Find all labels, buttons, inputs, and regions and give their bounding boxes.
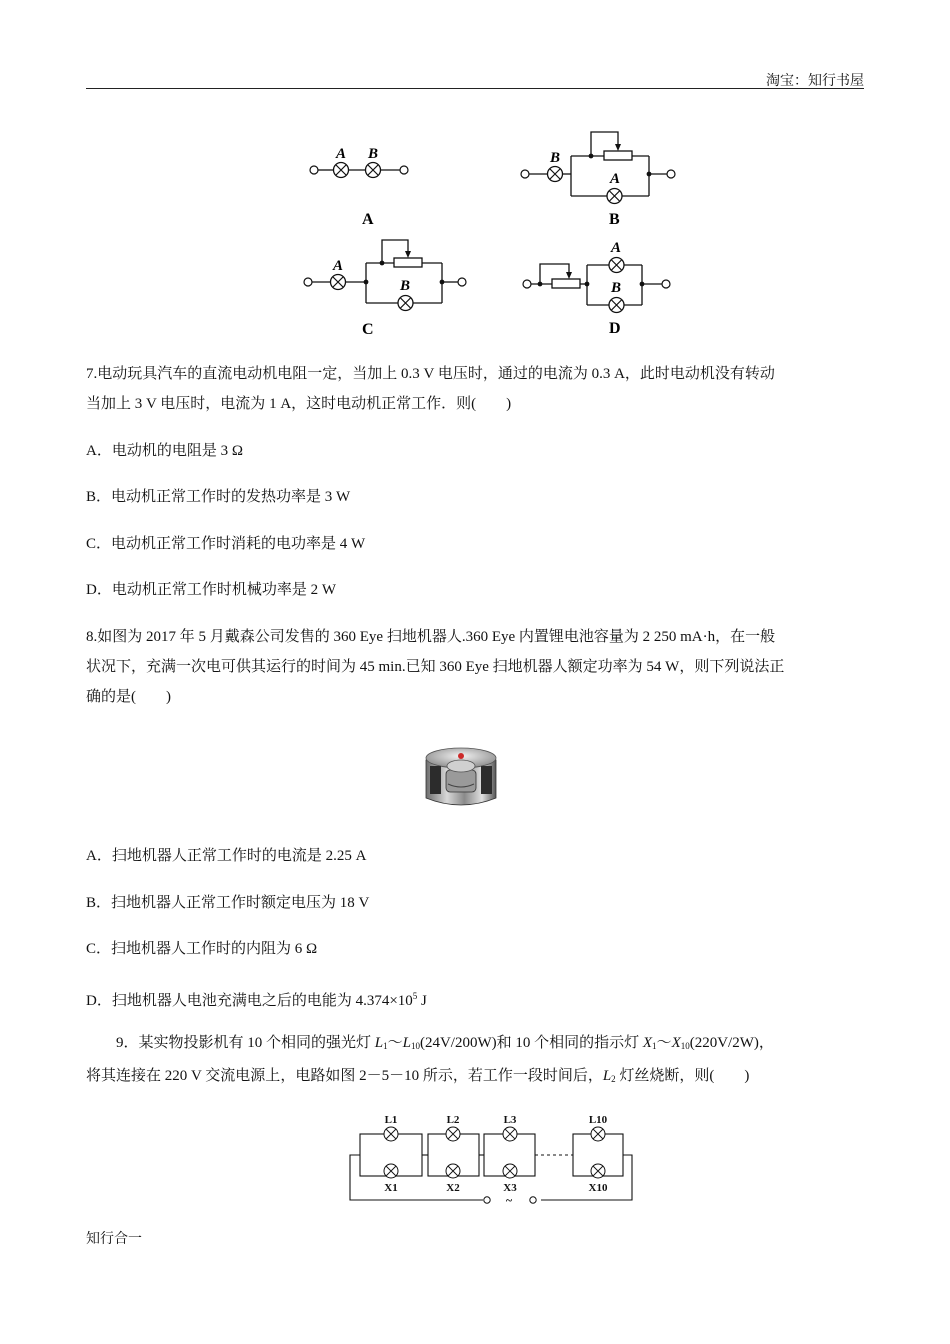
q8-option-b: B．扫地机器人正常工作时额定电压为 18 V bbox=[86, 895, 370, 911]
q7-stem-line1: 7.电动玩具汽车的直流电动机电阻一定，当加上 0.3 V 电压时，通过的电流为 0.3 A，此时电动机没有转动 bbox=[86, 366, 775, 382]
lamp-label-x3: X3 bbox=[503, 1182, 517, 1194]
rheostat-icon bbox=[604, 151, 632, 160]
q9-circuit-figure bbox=[345, 1108, 645, 1208]
q7-option-a: A．电动机的电阻是 3 Ω bbox=[86, 443, 243, 459]
lamp-label-l10: L10 bbox=[588, 1114, 608, 1126]
q8-option-c: C．扫地机器人工作时的内阻为 6 Ω bbox=[86, 941, 318, 957]
q7-option-c: C．电动机正常工作时消耗的电功率是 4 W bbox=[86, 536, 366, 552]
lamp-label-l3: L3 bbox=[503, 1114, 517, 1126]
q8-option-d-text: D．扫地机器人电池充满电之后的电能为 4.374×10 bbox=[86, 993, 413, 1009]
lamp-label-x2: X2 bbox=[446, 1182, 460, 1194]
lamp-b-label: B bbox=[550, 150, 561, 166]
q7-stem bbox=[86, 359, 866, 419]
header-divider bbox=[86, 88, 864, 89]
option-label: B bbox=[609, 211, 620, 228]
terminal-icon bbox=[523, 280, 531, 288]
q7-option-b: B．电动机正常工作时的发热功率是 3 W bbox=[86, 489, 351, 505]
robot-vacuum-image bbox=[422, 740, 500, 812]
circuit-option-a bbox=[300, 140, 420, 230]
lamp-b-label: B bbox=[611, 280, 622, 296]
lamp-b-label: B bbox=[368, 146, 379, 162]
option-label: C bbox=[362, 321, 374, 338]
circuit-option-d bbox=[515, 234, 685, 340]
lamp-label-x10: X10 bbox=[588, 1182, 608, 1194]
q8-option-a: A．扫地机器人正常工作时的电流是 2.25 A bbox=[86, 848, 367, 864]
q8-option-d-exponent: 5 bbox=[412, 991, 418, 1001]
terminal-icon bbox=[667, 170, 675, 178]
circuit-option-b bbox=[515, 124, 685, 230]
q8-stem-line3: 确的是( ) bbox=[86, 689, 171, 705]
footer-text: 知行合一 bbox=[86, 1231, 142, 1247]
q8-stem-line2: 状况下，充满一次电可供其运行的时间为 45 min.已知 360 Eye 扫地机器人额定功率为 54 W，则下列说法正 bbox=[86, 659, 785, 675]
q7-stem-line2: 当加上 3 V 电压时，电流为 1 A，这时电动机正常工作．则( ) bbox=[86, 396, 512, 412]
q9-stem bbox=[86, 1028, 866, 1094]
lamp-label-l2: L2 bbox=[446, 1114, 460, 1126]
q8-option-d bbox=[86, 986, 427, 1011]
lamp-a-label: A bbox=[336, 146, 347, 162]
terminal-icon bbox=[400, 166, 408, 174]
q8-stem bbox=[86, 622, 866, 712]
circuit-option-c bbox=[298, 236, 473, 340]
q9-stem-line1: 9．某实物投影机有 10 个相同的强光灯 $L_1\sim L_{10}(24V/200W)$和 10 个相同的指示灯 $X_1\sim X_{10}(220V/2W)$， bbox=[116, 1035, 774, 1051]
rheostat-icon bbox=[394, 258, 422, 267]
q8-stem-line1: 8.如图为 2017 年 5 月戴森公司发售的 360 Eye 扫地机器人.360 Eye 内置锂电池容量为 2 250 mA·h，在一般 bbox=[86, 629, 776, 645]
q9-stem-line2: 将其连接在 220 V 交流电源上，电路如图 2－5－10 所示，若工作一段时间后，$L_2$ 灯丝烧断，则( ) bbox=[86, 1068, 750, 1084]
q8-option-d-unit: J bbox=[417, 993, 427, 1009]
option-label: D bbox=[609, 320, 621, 337]
terminal-icon bbox=[304, 278, 312, 286]
terminal-icon bbox=[521, 170, 529, 178]
terminal-icon bbox=[310, 166, 318, 174]
lamp-a-label: A bbox=[610, 171, 621, 187]
terminal-icon bbox=[458, 278, 466, 286]
lamp-a-label: A bbox=[611, 240, 622, 256]
lamp-label-x1: X1 bbox=[384, 1182, 398, 1194]
rheostat-icon bbox=[552, 279, 580, 288]
lamp-a-label: A bbox=[333, 258, 344, 274]
terminal-icon bbox=[662, 280, 670, 288]
ac-source-symbol: ~ bbox=[505, 1193, 513, 1207]
header-shop-name: 淘宝：知行书屋 bbox=[766, 73, 864, 89]
lamp-b-label: B bbox=[400, 278, 411, 294]
option-label: A bbox=[362, 211, 374, 228]
lamp-label-l1: L1 bbox=[384, 1114, 398, 1126]
q7-option-d: D．电动机正常工作时机械功率是 2 W bbox=[86, 582, 336, 598]
